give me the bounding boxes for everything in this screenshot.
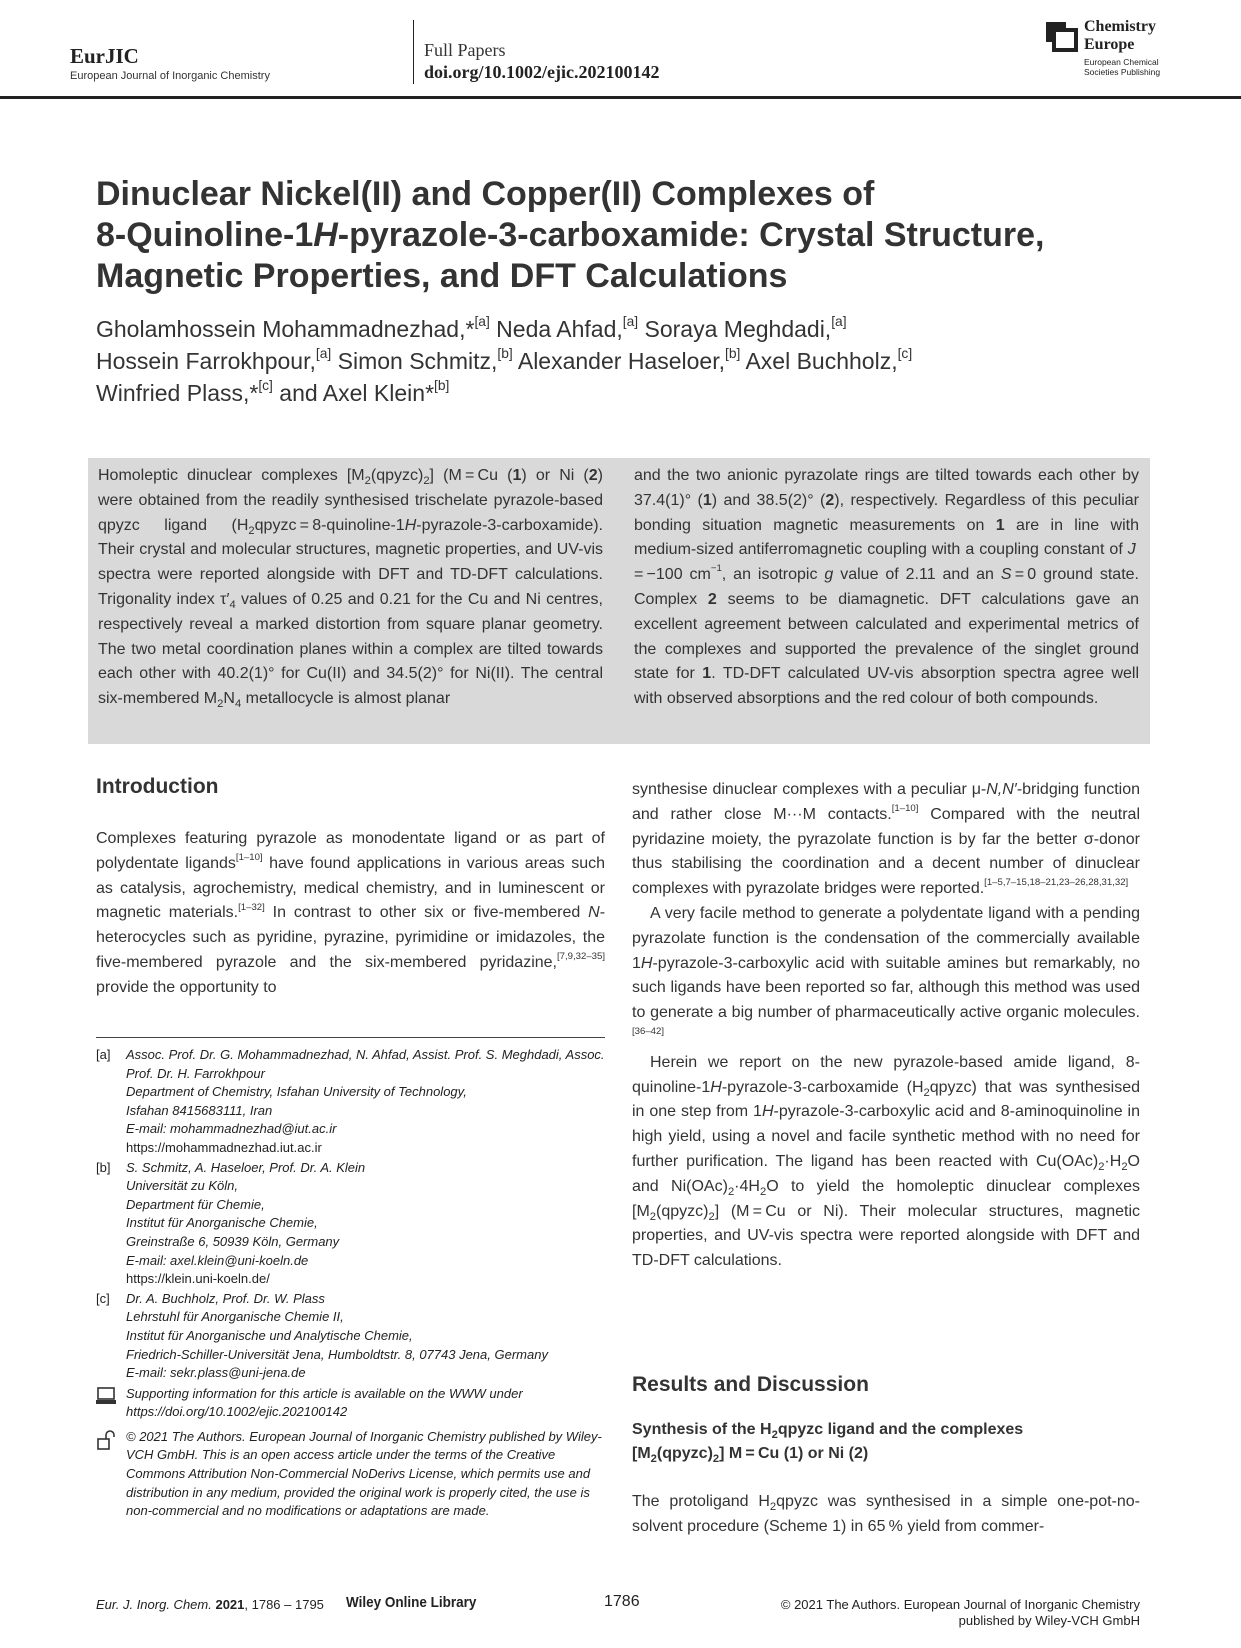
synthesis-subheading: Synthesis of the $H_2qpyzc$ ligand and the complexes $[M_2(qpyzc)_2] M = Cu$ (1) or Ni (2) bbox=[632, 1421, 1024, 1466]
open-access-lock-icon bbox=[96, 1430, 116, 1450]
introduction-paragraph: Complexes featuring pyrazole as monodentate ligand or as part of polydentate ligands[1–10] have found applications in various areas such as catalysis, agrochemistry, medical chemistry, and in luminescent or magnetic materials.[1–32] In contrast to other six or five-membered N-heterocycles such as pyridine, pyrazine, pyrimidine or imidazoles, the five-membered pyrazole and the six-membered pyridazine,[7,9,32–35] provide the opportunity to bbox=[96, 830, 606, 996]
author-list: Gholamhossein Mohammadnezhad,*[a] Neda Ahfad,[a] Soraya Meghdadi,[a] Hossein Farrokhpour,[a] Simon Schmitz,[b] Alexander Haseloer,[b] Axel Buchholz,[c] Winfried Plass,*[c] and Axel Klein*[b] bbox=[96, 314, 913, 406]
footnote-b-url[interactable]: https://klein.uni-koeln.de/ bbox=[126, 1271, 270, 1287]
header-rule bbox=[0, 96, 1241, 99]
footnote-a-url[interactable]: https://mohammadnezhad.iut.ac.ir bbox=[126, 1139, 322, 1155]
footnote-rule bbox=[96, 1037, 605, 1038]
footer-citation: Eur. J. Inorg. Chem. 2021, 1786 – 1795 bbox=[96, 1597, 324, 1612]
chemistry-europe-logo-icon bbox=[1046, 22, 1080, 52]
footnote-a: [a] Assoc. Prof. Dr. G. Mohammadnezhad, N. Ahfad, Assist. Prof. S. Meghdadi, Assoc. Prof. Dr. H. Farrokhpour Department of Chemistry, Isfahan University of Technology, Isfahan 8415683111, Iran E-mail: mohammadnezhad@iut.ac.ir https://mohammadnezhad.iut.ac.ir bbox=[96, 1046, 605, 1158]
license-note: © 2021 The Authors. European Journal of Inorganic Chemistry published by Wiley-VCH GmbH. This is an open access article under the terms of the Creative Commons Attribution Non-Commercial NoDerivs License, which permits use and distribution in any medium, provided the original work is properly cited, the use is non-commercial and no modifications or adaptations are made. bbox=[96, 1428, 605, 1521]
introduction-heading: Introduction bbox=[96, 775, 219, 798]
results-heading: Results and Discussion bbox=[632, 1373, 869, 1396]
affiliation-footnotes bbox=[96, 1046, 605, 1522]
header-divider bbox=[413, 20, 414, 84]
publisher-logo-title: Chemistry Europe bbox=[1084, 18, 1156, 53]
abstract-left-column: Homoleptic dinuclear complexes $[M_2(qpyzc)_2] (M = Cu$ (1) or Ni (2) were obtained from the readily synthesised trischelate pyrazole-based qpyzc ligand ($H_2qpyzc$ = 8-quinoline-1H-pyrazole-3-carboxamide). Their crystal and molecular structures, magnetic properties, and UV-vis spectra were reported alongside with DFT and TD-DFT calculations. Trigonality index $\tau'_4$ values of 0.25 and 0.21 for the Cu and Ni centres, respectively reveal a marked distortion from square planar geometry. The two metal coordination planes within a complex are tilted towards each other with 40.2(1)° for Cu(II) and 34.5(2)° for Ni(II). The central six-membered $M_2N_4$ metallocycle is almost planar bbox=[98, 467, 603, 711]
page-number: 1786 bbox=[604, 1593, 640, 1610]
intro-paragraph-2: synthesise dinuclear complexes with a peculiar μ-N,N′-bridging function and rather close M···M contacts.[1–10] Compared with the neutral pyridazine moiety, the pyrazolate function is by far the better σ-donor thus stabilising the coordination and a decent number of dinuclear complexes with pyrazolate bridges were reported.[1–5,7–15,18–21,23–26,28,31,32] bbox=[632, 781, 1140, 898]
computer-icon bbox=[96, 1387, 116, 1405]
synthesis-paragraph: The protoligand $H_2qpyzc$ was synthesised in a simple one-pot-no-solvent procedure (Scheme 1) in 65 % yield from commer- bbox=[632, 1493, 1141, 1535]
footnote-c: [c] Dr. A. Buchholz, Prof. Dr. W. Plass Lehrstuhl für Anorganische Chemie II, Institut für Anorganische und Analytische Chemie, Friedrich-Schiller-Universität Jena, Humboldtstr. 8, 07743 Jena, Germany E-mail: sekr.plass@uni-jena.de bbox=[96, 1290, 548, 1381]
article-title: Dinuclear Nickel(II) and Copper(II) Complexes of 8-Quinoline-1H-pyrazole-3-carboxamide: Crystal Structure, Magnetic Properties, and DFT Calculations bbox=[96, 175, 1045, 295]
journal-name: European Journal of Inorganic Chemistry bbox=[70, 70, 270, 82]
publisher-logo-subtitle: European Chemical Societies Publishing bbox=[1084, 57, 1161, 77]
article-doi[interactable]: doi.org/10.1002/ejic.202100142 bbox=[424, 62, 660, 82]
journal-abbreviation: EurJIC bbox=[70, 44, 139, 68]
footnote-b: [b] S. Schmitz, A. Haseloer, Prof. Dr. A. Klein Universität zu Köln, Department für Chemie, Institut für Anorganische Chemie, Greinstraße 6, 50939 Köln, Germany E-mail: axel.klein@uni-koeln.de https://klein.uni-koeln.de/ bbox=[96, 1159, 605, 1289]
intro-paragraph-4: Herein we report on the new pyrazole-based amide ligand, 8-quinoline-1H-pyrazole-3-carboxamide $(H_2qpyzc)$ that was synthesised in one step from 1H-pyrazole-3-carboxylic acid and 8-aminoquinoline in high yield, using a novel and facile synthetic method with no need for further purification. The ligand has been reacted with $Cu(OAc)_2\cdot H_2O$ and $Ni(OAc)_2\cdot 4H_2O$ to yield the homoleptic dinuclear complexes $[M_2(qpyzc)_2] (M = Cu$ or Ni). Their molecular structures, magnetic properties, and UV-vis spectra were reported alongside with DFT and TD-DFT calculations. bbox=[632, 1053, 1141, 1270]
abstract-right-column: and the two anionic pyrazolate rings are tilted towards each other by 37.4(1)° (1) and 38.5(2)° (2), respectively. Regardless of this peculiar bonding situation magnetic measurements on 1 are in line with medium-sized antiferromagnetic coupling with a coupling constant of J = −100 $cm^{-1}$, an isotropic g value of 2.11 and an S = 0 ground state. Complex 2 seems to be diamagnetic. DFT calculations gave an excellent agreement between calculated and experimental metrics of the complexes and supported the prevalence of the singlet ground state for 1. TD-DFT calculated UV-vis absorption spectra agree well with observed absorptions and the red colour of both compounds. bbox=[634, 467, 1140, 708]
intro-paragraph-3: A very facile method to generate a polydentate ligand with a pending pyrazolate function is the condensation of the commercially available 1H-pyrazole-3-carboxylic acid with suitable amines but remarkably, no such ligands have been reported so far, although this method was used to generate a big number of pharmaceutically active organic molecules.[36–42] bbox=[632, 904, 1140, 1038]
footer-copyright: © 2021 The Authors. European Journal of Inorganic Chemistry published by Wiley-VCH GmbH bbox=[780, 1597, 1140, 1628]
article-type: Full Papers bbox=[424, 40, 506, 60]
wiley-online-library-link[interactable]: Wiley Online Library bbox=[346, 1594, 477, 1611]
introduction-right-column bbox=[632, 778, 1140, 1274]
supporting-info-note: Supporting information for this article is available on the WWW under https://doi.org/10.1002/ejic.202100142 bbox=[96, 1385, 605, 1422]
abstract-box bbox=[88, 458, 1150, 744]
